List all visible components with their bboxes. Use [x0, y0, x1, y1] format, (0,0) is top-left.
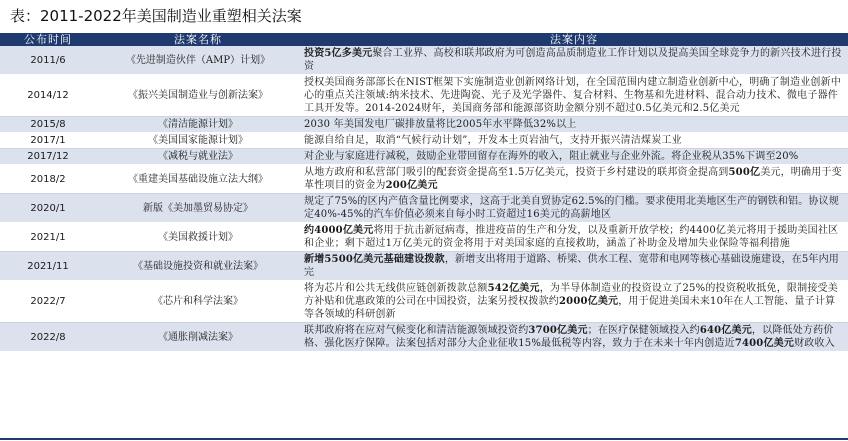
row-date: 2022/7 — [0, 281, 96, 323]
row-policy-content — [300, 117, 848, 133]
column-header-date: 公布时间 — [0, 33, 96, 46]
table-row — [0, 252, 848, 281]
row-date: 2020/1 — [0, 194, 96, 223]
row-date: 2017/1 — [0, 133, 96, 149]
row-policy-name: 《美国救援计划》 — [96, 223, 300, 252]
row-policy-name: 《通胀削减法案》 — [96, 323, 300, 352]
row-date: 2022/8 — [0, 323, 96, 352]
content-text: ，新增支出将用于道路、桥梁、供水工程、宽带和电网等核心基础设施建设，在5年内用完 — [304, 254, 840, 278]
row-policy-name: 《芯片和科学法案》 — [96, 281, 300, 323]
content-text: 联邦政府将在应对气候变化和清洁能源领域投资约 — [304, 325, 529, 336]
row-date: 2021/11 — [0, 252, 96, 281]
row-policy-content — [300, 323, 848, 352]
row-policy-content — [300, 133, 848, 149]
content-highlight: 640亿美元 — [699, 325, 752, 336]
row-policy-content — [300, 194, 848, 223]
row-policy-content — [300, 75, 848, 117]
content-highlight: 542亿美元 — [487, 283, 540, 294]
bottom-divider — [0, 438, 848, 440]
content-text: 聚合工业界、高校和联邦政府为可创造高品质制造业工作计划以及提高美国全球竞争力的新兴技术进行投资 — [304, 48, 842, 72]
row-date: 2011/6 — [0, 46, 96, 75]
column-header-name: 法案名称 — [96, 33, 300, 46]
content-highlight: 投资5亿多美元 — [304, 48, 373, 59]
content-highlight: 3700亿美元 — [528, 325, 588, 336]
content-highlight: 7400亿美元 — [734, 338, 795, 349]
row-date: 2017/12 — [0, 149, 96, 165]
row-policy-name: 《先进制造伙伴（AMP）计划》 — [96, 46, 300, 75]
content-highlight: 500亿 — [728, 167, 761, 178]
table-row — [0, 281, 848, 323]
content-text: ；在医疗保健领域投入约 — [587, 325, 700, 336]
table-header-row — [0, 33, 848, 46]
row-policy-name: 《基础设施投资和就业法案》 — [96, 252, 300, 281]
row-policy-content — [300, 281, 848, 323]
row-policy-name: 《减税与就业法》 — [96, 149, 300, 165]
policy-table — [0, 33, 848, 352]
content-text: 2030 年美国发电厂碳排放量将比2005年水平降低32%以上 — [304, 119, 577, 130]
table-row — [0, 149, 848, 165]
row-date: 2014/12 — [0, 75, 96, 117]
table-row — [0, 323, 848, 352]
row-policy-content — [300, 149, 848, 165]
content-text: 对企业与家庭进行减税，鼓励企业带回留存在海外的收入，阻止就业与企业外流。将企业税从35%下调至20% — [304, 151, 799, 162]
content-text: ，用于促进美国未来10年在人工智能、量子计算等各领域的科研创新 — [304, 296, 836, 320]
row-policy-name: 新版《美加墨贸易协定》 — [96, 194, 300, 223]
content-text: 将为芯片和公共无线供应链创新拨款总额 — [304, 283, 488, 294]
page-title: 表：2011-2022年美国制造业重塑相关法案 — [10, 7, 302, 25]
content-text: ，以降低处方药价格、强化医疗保障。法案包括对部分大企业征收15%最低税等内容，致力于在未来十年内创造近 — [304, 325, 834, 349]
content-highlight: 200亿美元 — [385, 180, 438, 191]
row-policy-content — [300, 252, 848, 281]
row-policy-content — [300, 223, 848, 252]
content-text: 能源自给自足，取消“气候行动计划”，开发本土页岩油气，支持开振兴清洁煤炭工业 — [304, 135, 682, 146]
row-policy-content — [300, 46, 848, 75]
row-date: 2018/2 — [0, 165, 96, 194]
content-text: 从地方政府和私营部门吸引的配套资金提高至1.5万亿美元，投资于乡村建设的联邦资金提高到 — [304, 167, 729, 178]
table-row — [0, 223, 848, 252]
row-date: 2021/1 — [0, 223, 96, 252]
table-row — [0, 133, 848, 149]
row-policy-name: 《振兴美国制造业与创新法案》 — [96, 75, 300, 117]
row-policy-name: 《清洁能源计划》 — [96, 117, 300, 133]
table-row — [0, 194, 848, 223]
table-row — [0, 46, 848, 75]
table-row — [0, 75, 848, 117]
column-header-content: 法案内容 — [300, 33, 848, 46]
row-policy-name: 《重建美国基础设施立法大纲》 — [96, 165, 300, 194]
content-highlight: 约4000亿美元 — [304, 225, 374, 236]
content-text: ，为半导体制造业的投资设立了25%的投资税收抵免，限制接受美方补贴和优惠政策的公司在中国投资，法案另授权拨款约 — [304, 283, 838, 307]
table-row — [0, 117, 848, 133]
content-highlight: 新增5500亿美元基础建设拨款 — [304, 254, 445, 265]
table-row — [0, 165, 848, 194]
content-text: 授权美国商务部部长在NIST框架下实施制造业创新网络计划，在全国范围内建立制造业创新中心，明确了制造业创新中心的重点关注领域:纳米技术、先进陶瓷、光子及光学器件、复合材料、生物基和先进材料、混合动力技术、微电子器件工具开发等。2014-2024财年，美国商务部和能源部资助金额分别不超过0.5亿美元和2.5亿美元 — [304, 77, 842, 114]
row-date: 2015/8 — [0, 117, 96, 133]
row-policy-name: 《美国国家能源计划》 — [96, 133, 300, 149]
content-text: 规定了75%的区内产值含量比例要求，这高于北美自贸协定62.5%的门槛。要求使用北美地区生产的钢铁和铝。协议规定40%-45%的汽车价值必须来自每小时工资超过16美元的高薪地区 — [304, 196, 839, 220]
content-text: 财政收入 — [794, 338, 835, 349]
content-text: 美元，明确用于变革性项目的资金为 — [304, 167, 842, 191]
row-policy-content — [300, 165, 848, 194]
content-text: 将用于抗击新冠病毒，推进疫苗的生产和分发，以及重新开放学校；约4400亿美元将用于援助美国社区和企业；剩下超过1万亿美元的资金将用于对美国家庭的直接救助，涵盖了补助金及增加失业保险等福利措施 — [304, 225, 839, 249]
content-highlight: 2000亿美元 — [559, 296, 619, 307]
